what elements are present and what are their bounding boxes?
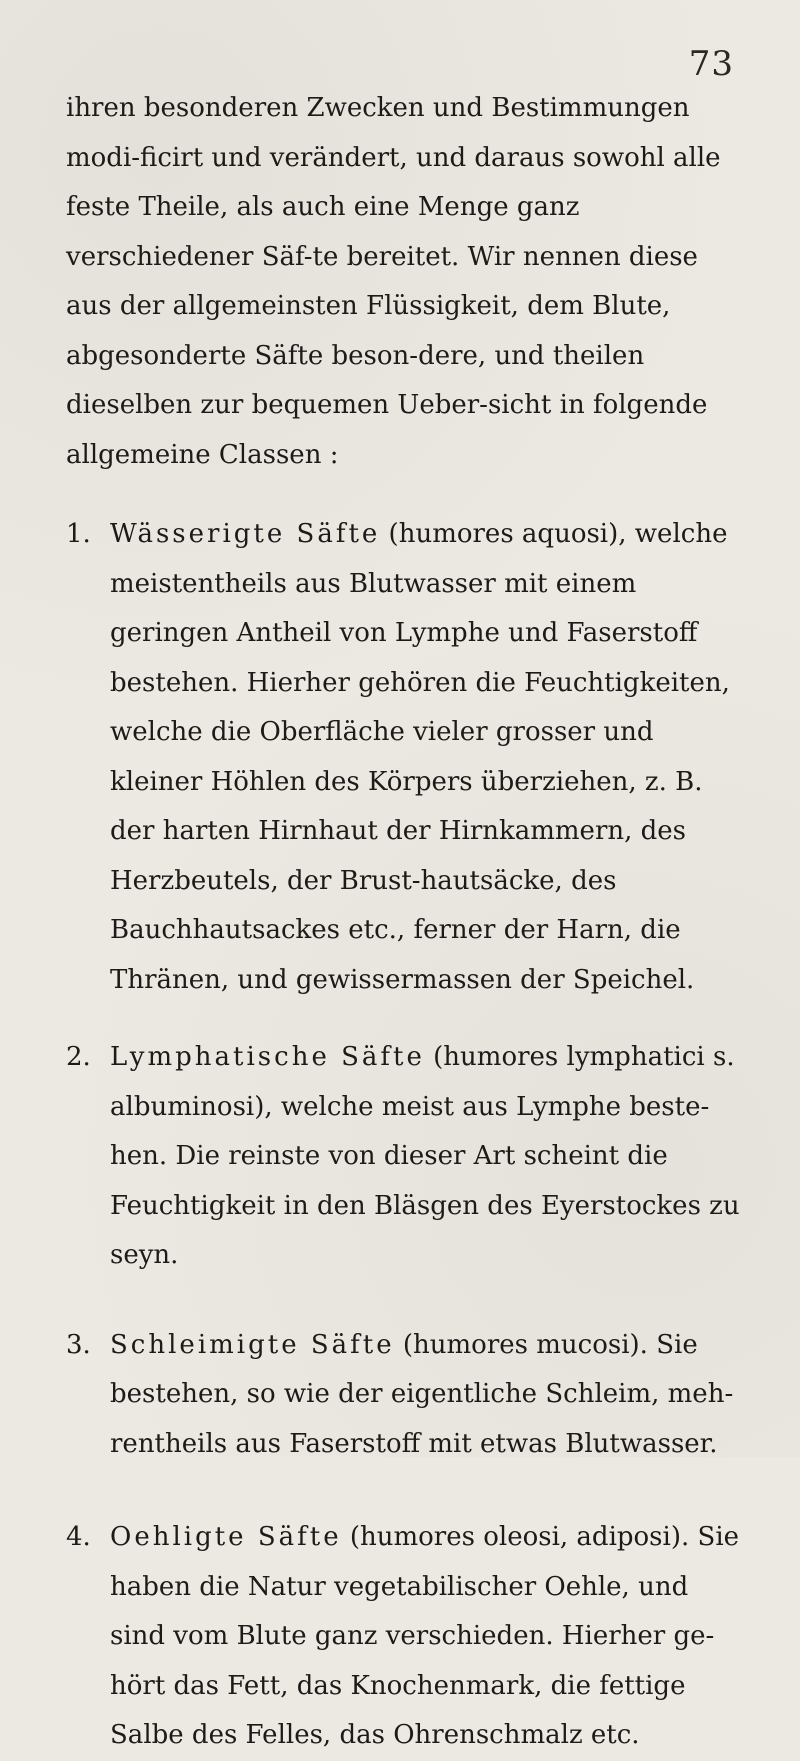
list-item-term: Wässerigte Säfte	[110, 519, 381, 549]
list-item-number: 1.	[66, 519, 91, 549]
list-item-number: 4.	[66, 1522, 91, 1552]
list-item-term: Schleimigte Säfte	[110, 1329, 395, 1360]
list-item-body	[110, 1321, 740, 1470]
list-item-number: 2.	[66, 1042, 91, 1072]
list-item-text: (humores aquosi), welche meistentheils aus Blutwasser mit einem geringen Antheil von Lymphe und Faserstoff bestehen. Hierher gehören die Feuchtigkeiten, welche die Oberfläche vieler grosser und kleiner Höhlen des Körpers überziehen, z. B. der harten Hirnhaut der Hirnkammern, des Herzbeutels, der Brust-hautsäcke, des Bauchhautsackes etc., ferner der Harn, die Thränen, und gewissermassen der Speichel.	[110, 519, 730, 995]
page-number: 73	[688, 44, 734, 84]
list-item-body	[110, 1033, 740, 1281]
list-item-2	[66, 1033, 740, 1281]
list-item-term: Oehligte Säfte	[110, 1522, 342, 1552]
list-item-body	[110, 1513, 740, 1761]
intro-paragraph: ihren besonderen Zwecken und Bestimmungen modi-ficirt und verändert, und daraus sowohl alle feste Theile, als auch eine Menge ganz verschiedener Säf-te bereitet. Wir nennen diese aus der allgemeinsten Flüssigkeit, dem Blute, abgesonderte Säfte beson-dere, und theilen dieselben zur bequemen Ueber-sicht in folgende allgemeine Classen :	[66, 93, 721, 470]
list-item-body	[110, 510, 740, 1005]
list-item-4	[66, 1513, 740, 1761]
list-item-1	[66, 510, 740, 1005]
list-item-term: Lymphatische Säfte	[110, 1042, 425, 1072]
list-item-text: (humores oleosi, adiposi). Sie haben die Natur vegetabilischer Oehle, und sind vom Blute ganz verschieden. Hierher ge-hört das Fett, das Knochenmark, die fettige Salbe des Felles, das Ohrenschmalz etc.	[110, 1522, 740, 1750]
list-item-3	[66, 1321, 740, 1470]
list-item-text: (humores mucosi). Sie bestehen, so wie der eigentliche Schleim, meh-rentheils aus Faserstoff mit etwas Blutwasser.	[110, 1329, 734, 1459]
list-item-number: 3.	[66, 1329, 91, 1360]
list-item-text: (humores lymphatici s. albuminosi), welche meist aus Lymphe beste-hen. Die reinste von dieser Art scheint die Feuchtigkeit in den Bläsgen des Eyerstockes zu seyn.	[110, 1042, 740, 1270]
